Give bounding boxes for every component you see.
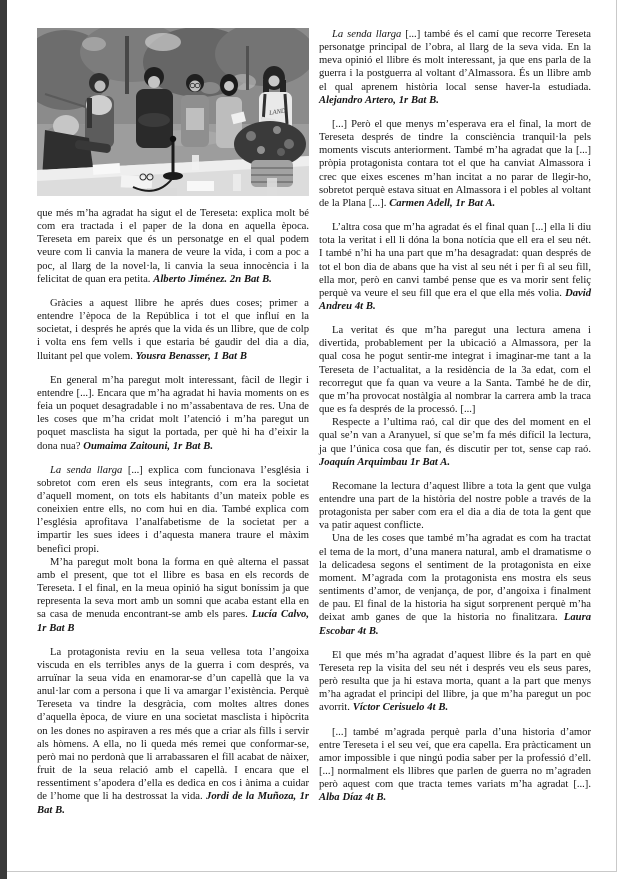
review-paragraph (37, 646, 309, 817)
review-paragraph (319, 118, 591, 210)
review-text: La veritat és que m’ha paregut una lectura amena i divertida, probablement per la ubicació a Almassora, per la qual cosa he pogut sentir-me integrat i imaginar-me tant a la Tereseta de l’actualitat, a la residència de la 3a edat, com el recorregut que fa quan va veure a la Santa. També he de dir, que m’ha provocat nostàlgia al nombrar la carrera amb la traca que es fa després de la processó. [...] (319, 325, 591, 416)
review-text: Una de les coses que també m’ha agradat es com ha tractat el tema de la mort, d’una manera natural, amb el dramatisme o la delicadesa segons el sentiment de la protagonista en eixe moment. M’agrada com la protagonista ens mostra els seus sentiments d’amor, de venjança, de por, d’angoixa i finalment de pau. El final de la historia ha sigut sorprenent perquè m’ha deixat amb ganes de que la historia no finalitzara. (319, 533, 591, 624)
review-author: Joaquín Arquimbau 1r Bat A. (319, 456, 451, 468)
review-author: Yousra Benasser, 1 Bat B (135, 350, 247, 362)
review-paragraph (319, 324, 591, 416)
review-author: Alberto Jiménez. 2n Bat B. (153, 273, 272, 285)
review-text: Gràcies a aquest llibre he aprés dues coses; primer a entendre l’època de la República i tot el que influí en la societat, i després he aprés que la vida és un llibre, que de colp i volta ens fem vells i que estaria bé gaudir del dia a dia, lluitant pel que volem. (37, 297, 309, 362)
review-paragraph (37, 464, 309, 556)
review-text: Recomane la lectura d’aquest llibre a tota la gent que vulga entendre una part de la història del nostre poble a través de la protagonista per saber com era el dia a dia de tota la gent que va patir aquest conflicte. (319, 480, 591, 532)
book-title: La senda llarga (50, 464, 123, 476)
book-signing-photo (37, 28, 309, 196)
review-author: Jordi de la Muñoza, 1r Bat B. (37, 791, 309, 816)
review-author: Laura Escobar 4t B. (319, 612, 591, 637)
review-paragraph (37, 207, 309, 286)
book-title: La senda llarga (332, 29, 402, 40)
page-edge-line-bottom (7, 871, 617, 872)
review-author: Alba Díaz 4t B. (319, 792, 387, 804)
review-author: Víctor Cerisuelo 4t B. (352, 702, 449, 714)
review-paragraph (319, 726, 591, 805)
review-author: Alejandro Artero, 1r Bat B. (319, 94, 439, 106)
review-text: El que més m’ha agradat d’aquest llibre és la part en què Tereseta rep la visita del seu nét i després veu els seus pares, però resulta que ja hi estava morta, quant a la part que menys m’ha agradat el principi del llibre, ja que m’ha paregut un poc avorrit. (319, 649, 591, 714)
review-paragraph (319, 28, 591, 107)
review-paragraph (37, 297, 309, 363)
review-text: Respecte a l’ultima raó, cal dir que des del moment en el qual se’n van a Aranyuel, sí que se’m fa més difícil la lectura, ja que l’única cosa que fan, és discutir per tot, sense cap raó. (319, 417, 591, 455)
review-text: L’altra cosa que m’ha agradat és el final quan [...] ella li diu tota la veritat i ell li dóna la bona notícia que ell era el seu nét. I també n’hi ha una part que m’ha desagradat: quan després de tot el bon dia de abans que ha vist al seu nét i per fi al seu fill, ella mor, però en canvi també pense que es va morir sent feliç perquè va veure el seu fill que era el que ella més volia. (319, 222, 591, 299)
review-author: David Andreu 4t B. (319, 287, 591, 312)
review-text: La protagonista reviu en la seua vellesa tota l’angoixa viscuda en els terribles anys de la guerra i com després, va arruïnar la seua vida en enamorar-se d’un capellà que la va anul·lar com a persona i que li va amargar l’existència. Perquè Tereseta va tindre la desgràcia, com moltes altres dones d’aquella època, de viure en una societat masclista i hipòcrita on les dones no aspiraven a res més que a criar als fills i servir als hòmens. A ella, no li queda més remei que conformar-se, però mai no perdonà que li arrabassaren el fill acabat de nàixer, fruit de la seua relació amb el capellà. I encara que el ressentiment s’apodera d’ella es dedica en cos i ànima a cuidar de l’home que li ha destrossat la vida. (37, 646, 309, 803)
review-paragraph (37, 374, 309, 453)
review-text: M’ha paregut molt bona la forma en què alterna el passat amb el present, que tot el llibre es basa en els records de Tereseta. I el final, en la meua opinió ha sigut boníssim ja que representa la seva mort amb un somni que acaba estant ella en sa casa de menuda encontrant-se amb els pares. (37, 556, 309, 621)
review-author: Carmen Adell, 1r Bat A. (389, 197, 496, 209)
review-text: [...] Però el que menys m’esperava era el final, la mort de Tereseta després de tindre la consciència tranquil·la pels moments viscuts anteriorment. També m’ha agradat que la [...] pròpia protagonista contara tot el que ha canviat Almassora i crec que eixes escenes m’han incitat a no parar de llegir-ho, sobretot perquè estava situat en Almassora i el pobles al voltant de la Plana [...]. (319, 118, 591, 209)
page-edge-line-right (616, 0, 617, 872)
review-text: que més m’ha agradat ha sigut el de Tereseta: explica molt bé com era tractada i el paper de la dona en aquella època. Tereseta em pareix que és un personatge en el qual podem veure com li canvia la manera de veure la vida, i com a poc a poc, al llarg de la novel·la, li canvia la seua innocència i la felicitat de quan era petita. (37, 208, 309, 285)
review-paragraph (319, 221, 591, 313)
right-column (319, 28, 591, 817)
scan-gutter-shadow (0, 0, 7, 879)
review-text: [...] també és el camí que recorre Tereseta personatge principal de l’obra, al llarg de la seva vida. En la meva opinió el llibre és molt interessant, ja que ens parla de la guerra i la postguerra al voltant d’Almassora. És un llibre amb el qual aprenem història local sense haver-la estudiada. (319, 29, 591, 93)
photo-shirt-text: LAND (268, 107, 287, 117)
review-text: En general m’ha paregut molt interessant, fàcil de llegir i entendre [...]. Encara que m’ha agradat hi havia moments on es feia un poquet desagradable i no m’assabentava de res. Una de les coses que m’ha cridat molt l’atenció i m’ha paregut un poquet masclista ha sigut la portada, per què hi ha d’eixir la dona nua? (37, 374, 309, 452)
review-text: [...] explica com funcionava l’església i sobretot com eren els seus integrants, com era la societat d’aquell moment, on tots els habitants d’un mateix poble es coneixien entre ells, no com hui en dia. També explica com l’església aprofitava l’analfabetisme de la societat per a impartir les sues idees i d’aquesta manera traure el màxim benefici propi. (37, 464, 310, 555)
review-paragraph (319, 480, 591, 533)
review-author: Lucía Calvo, 1r Bat B (37, 609, 310, 634)
review-paragraph (319, 416, 591, 469)
review-text: [...] també m’agrada perquè parla d’una historia d’amor entre Tereseta i el seu veí, que era capella. Era pràcticament un amor impossible i que ningú podia saber per la professió d’ell. [...] normalment els llibres que parlen de guerra no m’agraden però aquest com que tracta temes variats m’ha agradat [...]. (319, 726, 591, 791)
left-column (37, 28, 309, 817)
review-paragraph (319, 532, 591, 637)
review-paragraph (319, 649, 591, 715)
review-author: Oumaima Zaitouni, 1r Bat B. (83, 440, 214, 452)
document-page (37, 28, 591, 817)
review-paragraph (37, 556, 309, 635)
book-signing-photo-illustration (37, 28, 309, 196)
two-column-layout (37, 28, 591, 817)
